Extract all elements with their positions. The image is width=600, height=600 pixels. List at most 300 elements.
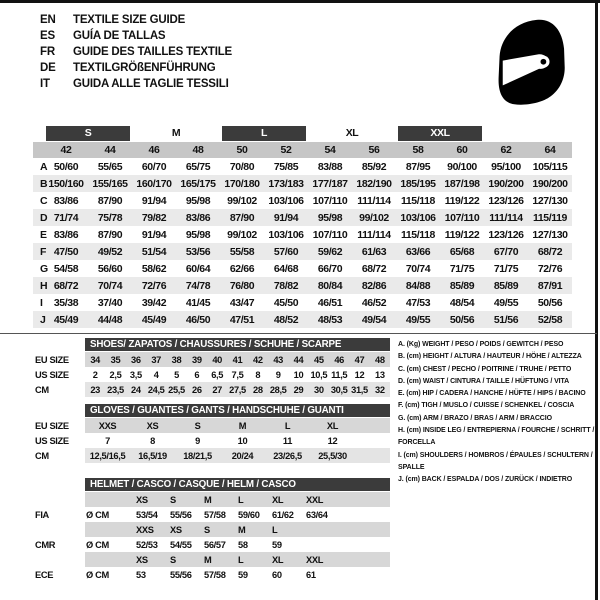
measurement-cell: 47/51 [229,313,255,326]
measurement-cell: 44/48 [97,313,123,326]
section-divider-rule [0,333,597,334]
helmet-size-header: XS [135,492,169,507]
measurement-row-a [33,158,572,175]
measurement-cell: 55/65 [97,160,123,173]
shoes-cell: 23,5 [105,382,125,397]
shoes-row [33,352,390,367]
gloves-title: GLOVES / GUANTES / GANTS / HANDSCHUHE / GUANTI [85,404,390,418]
row-label: D [40,211,48,224]
gloves-cell: 23/26,5 [265,448,310,463]
measurement-cell: 111/114 [357,228,391,241]
row-label: C [40,194,48,207]
shoes-cell: 27 [207,382,227,397]
language-row [40,12,232,28]
gloves-cell: XL [310,418,355,433]
measurement-row-f [33,243,572,260]
size-band-xl: XL [345,127,359,139]
shoes-row-label: US SIZE [35,369,69,380]
measurement-cell: 190/200 [488,177,524,190]
gloves-cell: 12,5/16,5 [85,448,130,463]
helmet-size-header: XXL [305,492,339,507]
size-column-header: 42 [60,144,72,156]
guide-title: TEXTILE SIZE GUIDE [73,14,186,26]
shoes-title-row [33,337,390,352]
helmet-size-header: XXS [135,522,169,537]
cert-label-cmr: CMR [35,539,56,550]
legend-item-c: C. (cm) CHEST / PECHO / POITRINE / TRUHE / PETTO [398,365,572,373]
gloves-cell: XS [130,418,175,433]
measurement-row-c [33,192,572,209]
measurement-row-h [33,277,572,294]
measurement-cell: 87/90 [229,211,255,224]
measurement-cell: 103/106 [268,228,304,241]
size-band-m: M [171,127,181,139]
shoes-cell: 10 [293,369,304,380]
gloves-row [33,418,390,433]
measurement-cell: 160/170 [136,177,172,190]
helmet-size-header: M [203,492,237,507]
shoes-cell: 24 [126,382,146,397]
measurement-cell: 75/85 [273,160,299,173]
measurement-cell: 48/54 [449,296,475,309]
helmet-size-cell: 57/58 [204,569,226,580]
shoes-cell: 10,5 [310,369,328,380]
measurement-cell: 82/86 [361,279,387,292]
measurement-row-b [33,175,572,192]
legend-item-h: H. (cm) INSIDE LEG / ENTREPIERNA / FOURCHE / SCHRITT / FORCELLA [398,427,595,447]
measurement-cell: 150/160 [48,177,84,190]
row-label: I [40,296,43,309]
measurement-cell: 103/106 [268,194,304,207]
measurement-cell: 115/118 [401,194,435,207]
gloves-cell: 10 [237,435,248,446]
gloves-cell: 8 [150,435,155,446]
shoes-cell: 36 [126,352,146,367]
shoes-cell: 29 [288,382,308,397]
measurement-cell: 59/62 [317,245,343,258]
helmet-size-header [305,522,339,537]
measurement-cell: 119/122 [444,228,480,241]
measurement-cell: 91/94 [141,194,167,207]
measurement-cell: 66/70 [317,262,343,275]
helmet-size-cell [305,537,339,552]
helmet-size-header: S [203,522,237,537]
unit-column-spacer [85,552,135,567]
helmet-value-row [33,507,390,522]
helmet-size-header: XL [271,492,305,507]
language-row [40,60,232,76]
language-code: ES [40,30,55,42]
language-code: IT [40,78,50,90]
shoes-cell: 26 [187,382,207,397]
shoes-cell: 7,5 [231,369,244,380]
legend-item-j: J. (cm) BACK / ESPALDA / DOS / ZURÜCK / INDIETRO [398,476,573,484]
helmet-size-header: S [169,552,203,567]
diameter-unit: Ø CM [86,539,109,550]
guide-title: GUIDA ALLE TAGLIE TESSILI [73,78,229,90]
measurement-cell: 52/58 [537,313,563,326]
shoes-cell: 34 [85,352,105,367]
shoes-title: SHOES/ ZAPATOS / CHAUSSURES / SCHUHE / SCARPE [85,338,390,352]
measurement-cell: 83/86 [53,228,79,241]
shoes-cell: 13 [375,369,385,380]
helmet-size-cell: 61/62 [272,509,294,520]
helmet-size-header: XS [135,552,169,567]
measurement-cell: 95/100 [491,160,521,173]
guide-title: GUIDE DES TAILLES TEXTILE [73,46,232,58]
measurement-row-i [33,294,572,311]
measurement-cell: 74/78 [185,279,211,292]
shoes-cell: 41 [227,352,247,367]
helmet-size-cell: 54/55 [170,539,192,550]
shoes-cell: 9 [275,369,281,380]
gloves-filler [355,448,390,463]
measurement-cell: 56/60 [97,262,123,275]
legend-item-g: G. (cm) ARM / BRAZO / BRAS / ARM / BRACCIO [398,414,552,422]
measurement-cell: 185/195 [400,177,436,190]
gloves-cell: 20/24 [220,448,265,463]
measurement-cell: 87/90 [97,228,123,241]
helmet-header-filler [339,522,390,537]
measurement-cell: 105/115 [532,160,568,173]
measurement-cell: 111/114 [357,194,391,207]
guide-title: GUÍA DE TALLAS [73,30,166,42]
helmet-value-row [33,537,390,552]
size-column-header: 58 [412,144,424,156]
gloves-filler [355,433,390,448]
measurement-cell: 46/50 [185,313,211,326]
measurement-cell: 165/175 [180,177,216,190]
shoes-cell: 28 [248,382,268,397]
row-label: F [40,245,47,258]
gloves-cell: S [175,418,220,433]
measurement-cell: 80/84 [317,279,343,292]
shoes-cell: 46 [329,352,349,367]
measurement-cell: 65/75 [185,160,211,173]
shoes-cell: 45 [309,352,329,367]
helmet-size-header: M [203,552,237,567]
measurement-row-d [33,209,572,226]
measurement-cell: 50/60 [53,160,79,173]
helmet-value-filler [339,507,390,522]
measurement-cell: 49/55 [493,296,519,309]
language-row [40,76,232,92]
measurement-cell: 127/130 [532,228,568,241]
measurement-cell: 55/58 [229,245,255,258]
gloves-cell: L [265,418,310,433]
gloves-row-label: US SIZE [35,435,69,446]
shoes-cell: 39 [187,352,207,367]
gloves-row-label: EU SIZE [35,420,69,431]
measurement-cell: 85/92 [361,160,387,173]
shoes-cell: 23 [85,382,105,397]
gloves-cell: 11 [282,435,293,446]
legend-item-f: F. (cm) TIGH / MUSLO / CUISSE / SCHENKEL / COSCIA [398,402,575,410]
helmet-size-header: XS [169,522,203,537]
measurement-cell: 67/70 [493,245,519,258]
measurement-cell: 119/122 [444,194,480,207]
measurement-cell: 107/110 [312,228,348,241]
language-code: EN [40,14,56,26]
measurement-cell: 64/68 [273,262,299,275]
measurement-cell: 68/72 [53,279,79,292]
gloves-cell: M [220,418,265,433]
shoes-cell: 42 [248,352,268,367]
measurement-cell: 72/76 [141,279,167,292]
diameter-unit: Ø CM [86,569,109,580]
measurement-cell: 107/110 [444,211,480,224]
measurement-cell: 50/56 [537,296,563,309]
size-number-row [33,142,572,158]
measurement-cell: 45/49 [141,313,167,326]
shoes-cell: 24,5 [146,382,166,397]
measurement-cell: 95/98 [185,228,211,241]
gloves-cell: 12 [327,435,338,446]
measurement-cell: 51/56 [493,313,519,326]
measurement-row-g [33,260,572,277]
cert-label-ece: ECE [35,569,54,580]
measurement-cell: 70/80 [229,160,255,173]
shoes-cell: 6 [194,369,200,380]
measurement-cell: 85/89 [449,279,475,292]
measurement-cell: 170/180 [224,177,260,190]
measurement-cell: 103/106 [400,211,436,224]
size-column-header: 64 [544,144,556,156]
shoes-cell: 35 [105,352,125,367]
helmet-title: HELMET / CASCO / CASQUE / HELM / CASCO [85,478,390,492]
helmet-value-filler [339,537,390,552]
gloves-cell: 7 [105,435,110,446]
size-column-header: 52 [280,144,292,156]
shoes-cell: 2 [92,369,98,380]
measurement-cell: 123/126 [488,194,524,207]
helmet-size-cell: 56/57 [204,539,226,550]
shoes-row-label: CM [35,384,49,395]
shoes-cell: 30 [309,382,329,397]
size-column-header: 44 [104,144,116,156]
measurement-cell: 71/75 [449,262,475,275]
measurement-cell: 63/66 [405,245,431,258]
helmet-size-header: XXL [305,552,339,567]
helmet-header-filler [339,492,390,507]
measurement-cell: 71/74 [53,211,79,224]
gloves-row [33,448,390,463]
shoes-cell: 40 [207,352,227,367]
gloves-filler [355,418,390,433]
row-label: E [40,228,47,241]
helmet-size-cell: 57/58 [204,509,226,520]
measurement-cell: 83/86 [53,194,79,207]
measurement-cell: 46/52 [361,296,387,309]
shoes-cell: 12 [354,369,365,380]
shoes-size-table [33,337,390,397]
row-label: A [40,160,48,173]
shoes-cell: 2,5 [109,369,122,380]
language-code: DE [40,62,56,74]
shoes-row-label: EU SIZE [35,354,69,365]
helmet-size-header-row [33,552,390,567]
gloves-cell: 16,5/19 [130,448,175,463]
size-band-row [33,124,572,142]
helmet-size-header-row [33,522,390,537]
measurement-cell: 115/118 [401,228,435,241]
measurement-cell: 58/62 [141,262,167,275]
measurement-cell: 173/183 [268,177,304,190]
legend-item-d: D. (cm) WAIST / CINTURA / TAILLE / HÜFTUNG / VITA [398,377,570,385]
measurement-row-j [33,311,572,328]
measurement-cell: 83/86 [185,211,211,224]
gloves-row [33,433,390,448]
row-label: H [40,279,48,292]
shoes-cell: 8 [255,369,261,380]
helmet-size-header: L [271,522,305,537]
helmet-size-header: XL [271,552,305,567]
measurement-cell: 155/165 [92,177,128,190]
measurement-cell: 43/47 [229,296,255,309]
helmet-header-filler [339,552,390,567]
shoes-cell: 30,5 [329,382,349,397]
legend-item-b: B. (cm) HEIGHT / ALTURA / HAUTEUR / HÖHE / ALTEZZA [398,353,582,361]
measurement-cell: 41/45 [185,296,211,309]
measurement-cell: 107/110 [312,194,348,207]
measurement-cell: 60/64 [185,262,211,275]
legend-item-i: I. (cm) SHOULDERS / HOMBROS / ÉPAULES / SCHULTERN / SPALLE [398,451,593,471]
helmet-size-header-row [33,492,390,507]
measurement-cell: 49/52 [97,245,123,258]
shoes-cell: 4 [153,369,159,380]
helmet-icon [492,18,568,106]
diameter-unit: Ø CM [86,509,109,520]
measurement-cell: 53/56 [185,245,211,258]
helmet-size-header: M [237,522,271,537]
legend-item-a: A. (Kg) WEIGHT / PESO / POIDS / GEWITCH / PESO [398,341,564,348]
gloves-cell: XXS [85,418,130,433]
measurement-cell: 190/200 [532,177,568,190]
measurement-cell: 61/63 [361,245,387,258]
size-column-header: 60 [456,144,468,156]
size-band-l: L [222,126,306,141]
row-label: J [40,313,46,326]
measurement-cell: 48/52 [273,313,299,326]
helmet-size-cell: 52/53 [136,539,158,550]
right-border-rule [595,0,598,600]
apparel-size-table [33,124,572,328]
measurement-cell: 91/94 [141,228,167,241]
size-band-s: S [46,126,130,141]
measurement-cell: 95/98 [185,194,211,207]
shoes-cell: 3,5 [129,369,142,380]
shoes-cell: 28,5 [268,382,288,397]
measurement-cell: 111/114 [489,211,523,224]
measurement-cell: 72/76 [537,262,563,275]
top-border-rule [0,0,600,3]
measurement-cell: 60/70 [141,160,167,173]
measurement-cell: 57/60 [273,245,299,258]
shoes-cell: 48 [370,352,390,367]
measurement-cell: 70/74 [97,279,123,292]
measurement-cell: 49/55 [405,313,431,326]
shoes-cell: 43 [268,352,288,367]
gloves-title-row [33,403,390,418]
helmet-size-cell: 53/54 [136,509,158,520]
gloves-cell: 25,5/30 [310,448,355,463]
shoes-cell: 5 [174,369,179,380]
size-column-header: 56 [368,144,380,156]
measurement-cell: 78/82 [273,279,299,292]
measurement-cell: 68/72 [361,262,387,275]
shoes-cell: 27,5 [227,382,247,397]
language-row [40,28,232,44]
row-label: B [40,177,48,190]
shoes-cell: 37 [146,352,166,367]
guide-title: TEXTILGRÖßENFÜHRUNG [73,62,216,74]
measurement-cell: 47/53 [405,296,431,309]
helmet-value-filler [339,567,390,582]
language-title-block [40,12,232,92]
measurement-cell: 83/88 [317,160,343,173]
shoes-cell: 11,5 [331,369,348,380]
measurement-cell: 91/94 [273,211,299,224]
measurement-cell: 54/58 [53,262,79,275]
gloves-cell: 9 [195,435,200,446]
measurement-row-e [33,226,572,243]
helmet-size-cell: 59/60 [238,509,260,520]
measurement-cell: 49/54 [361,313,387,326]
helmet-size-cell: 58 [238,539,248,550]
legend-item-e: E. (cm) HIP / CADERA / HANCHE / HÜFTE / HIPS / BACINO [398,390,586,398]
measurement-legend [398,339,598,487]
measurement-cell: 182/190 [356,177,392,190]
shoes-cell: 38 [166,352,186,367]
helmet-size-cell: 60 [272,569,282,580]
helmet-size-cell: 59 [272,539,282,550]
helmet-size-cell: 61 [306,569,316,580]
gloves-row-label: CM [35,450,49,461]
measurement-cell: 46/51 [317,296,343,309]
helmet-size-header: S [169,492,203,507]
measurement-cell: 115/119 [533,211,567,224]
measurement-cell: 51/54 [141,245,167,258]
measurement-cell: 95/98 [317,211,343,224]
measurement-cell: 84/88 [405,279,431,292]
gloves-cell: 18/21,5 [175,448,220,463]
gloves-size-table [33,403,390,463]
measurement-cell: 71/75 [493,262,519,275]
shoes-cell: 31,5 [349,382,369,397]
shoes-row [33,367,390,382]
helmet-size-header: L [237,552,271,567]
shoes-cell: 44 [288,352,308,367]
helmet-value-row [33,567,390,582]
measurement-cell: 187/198 [444,177,480,190]
size-column-header: 48 [192,144,204,156]
shoes-cell: 32 [370,382,390,397]
helmet-size-cell: 59 [238,569,248,580]
measurement-cell: 123/126 [488,228,524,241]
helmet-title-row [33,477,390,492]
measurement-cell: 90/100 [447,160,477,173]
measurement-cell: 35/38 [53,296,79,309]
measurement-cell: 87/91 [537,279,563,292]
measurement-cell: 47/50 [53,245,79,258]
helmet-size-cell: 55/56 [170,509,192,520]
measurement-cell: 87/95 [405,160,431,173]
measurement-cell: 39/42 [141,296,167,309]
size-band-xxl: XXL [398,126,482,141]
helmet-size-cell: 53 [136,569,146,580]
helmet-size-cell: 63/64 [306,509,328,520]
measurement-cell: 68/72 [537,245,563,258]
